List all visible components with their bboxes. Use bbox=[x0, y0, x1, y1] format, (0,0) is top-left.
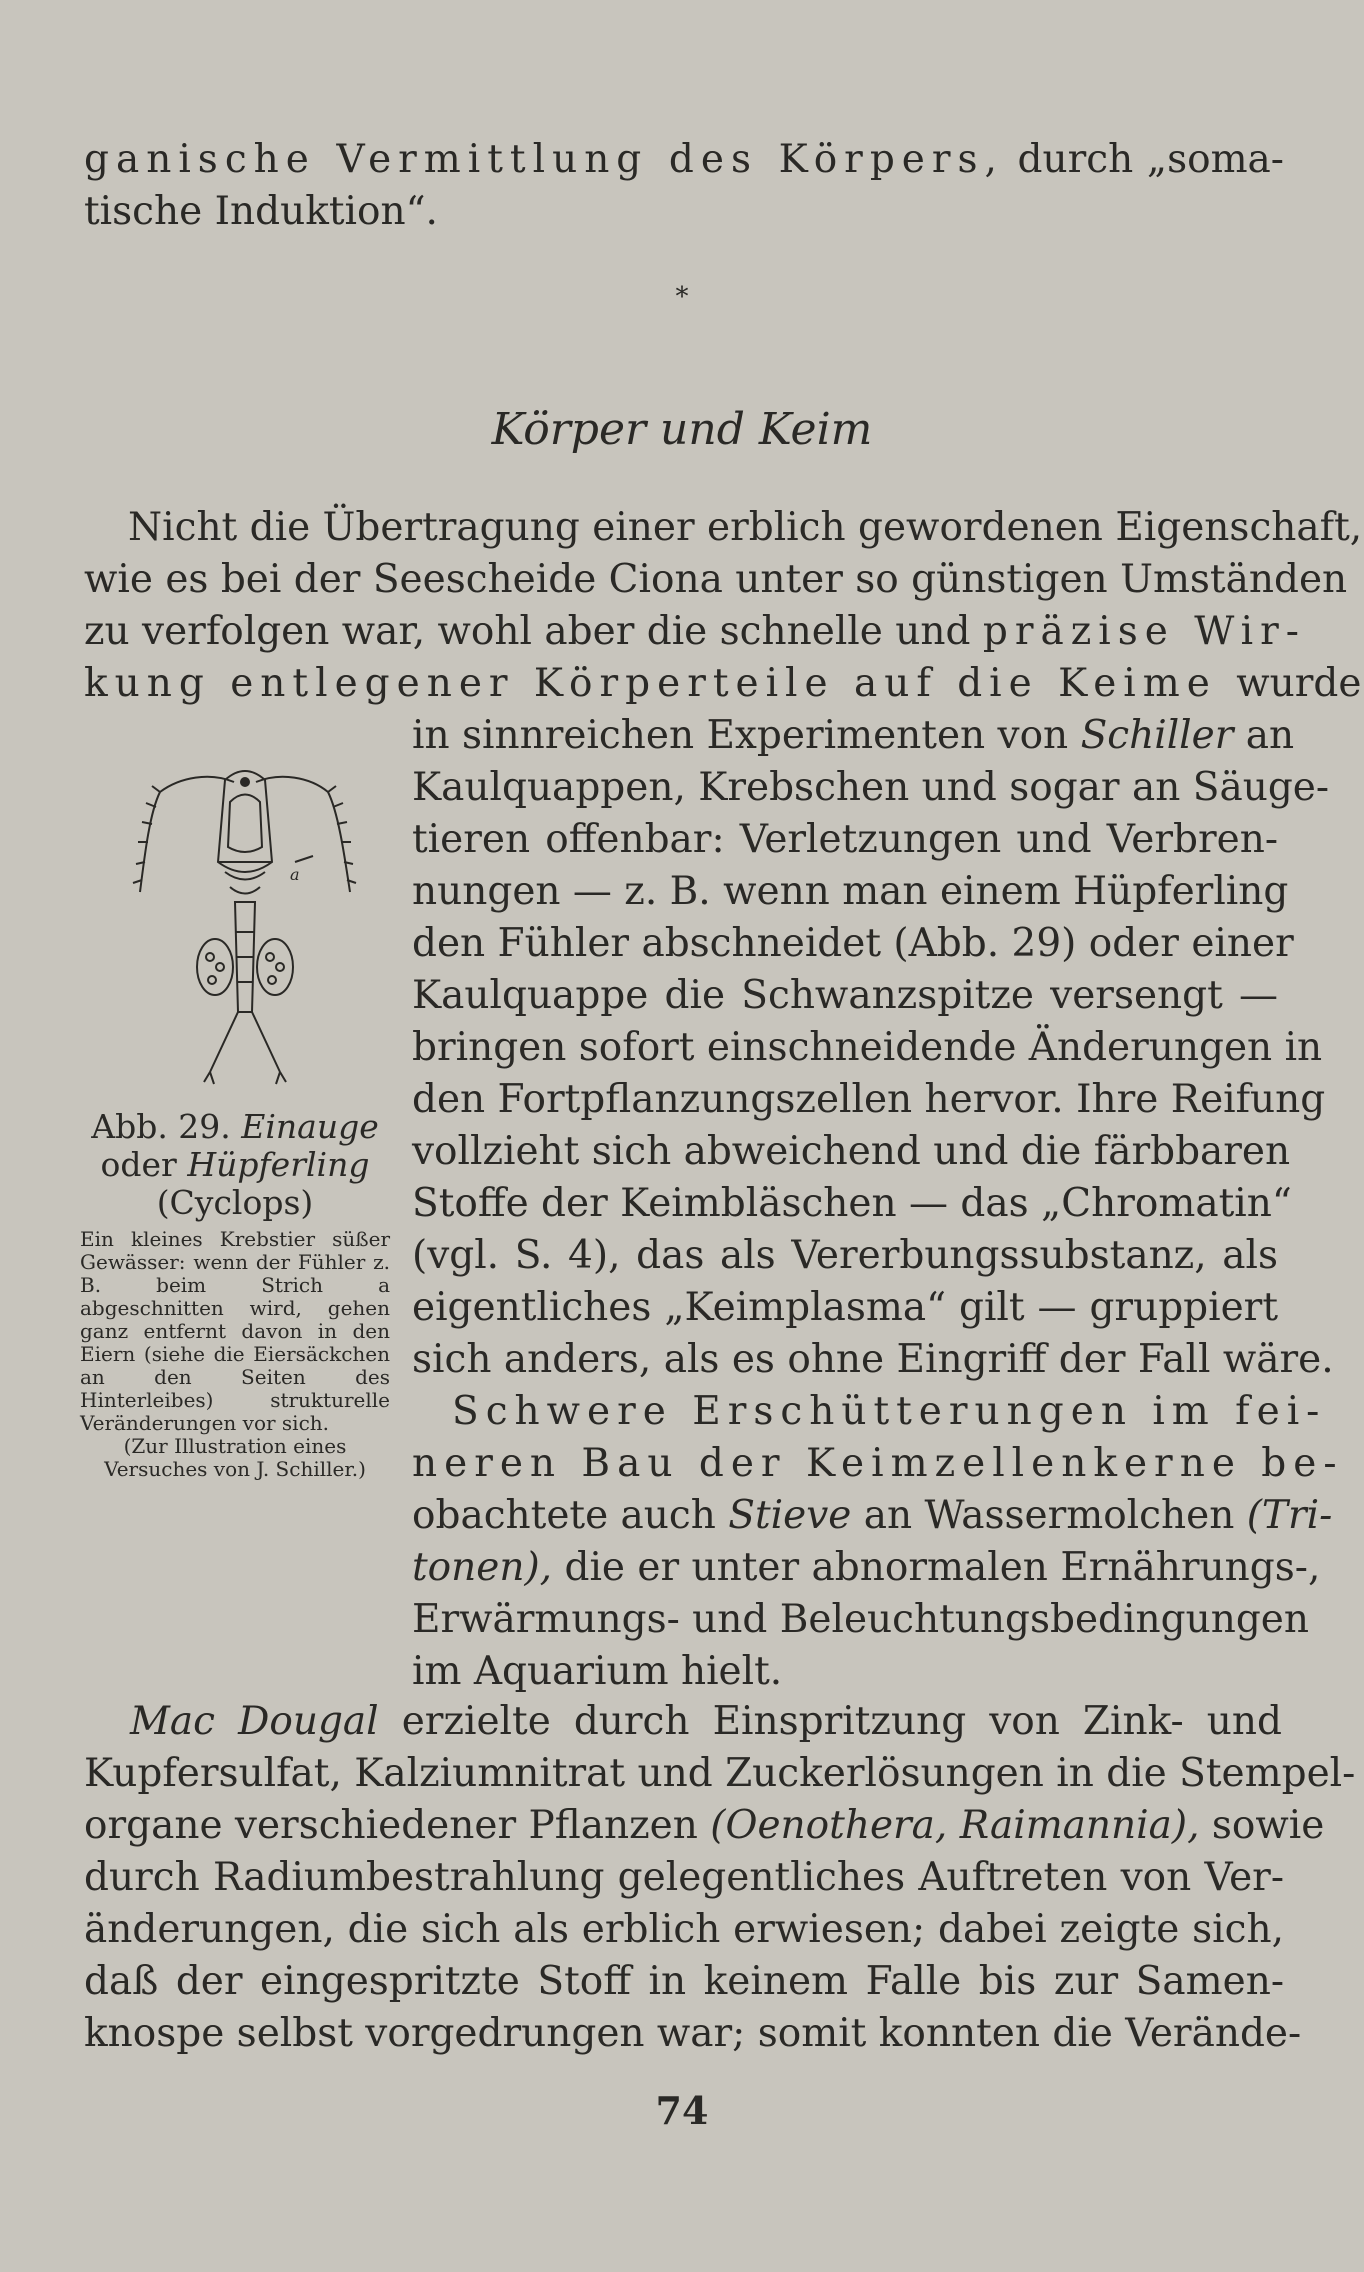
text-line: tieren offenbar: Verletzungen und Verbren- bbox=[412, 817, 1278, 862]
text-line: Schwere Erschütterungen im fei- bbox=[452, 1389, 1327, 1434]
text-line: im Aquarium hielt. bbox=[412, 1649, 783, 1694]
text-line: sich anders, als es ohne Eingriff der Fall wäre. bbox=[412, 1337, 1334, 1382]
section-asterism: * bbox=[675, 282, 689, 312]
text-line: kung entlegener Körperteile auf die Keime wurde bbox=[84, 661, 1362, 706]
figure-label-a: a bbox=[290, 865, 300, 884]
text-line: vollzieht sich abweichend und die färbbaren bbox=[412, 1129, 1291, 1174]
caption-source: (Zur Illustration eines Versuches von J. Schiller.) bbox=[104, 1434, 366, 1481]
text-line: änderungen, die sich als erblich erwiesen; dabei zeigte sich, bbox=[84, 1907, 1284, 1952]
text-line: Stoffe der Keimbläschen — das „Chromatin“ bbox=[412, 1181, 1292, 1226]
text-line: daß der eingespritzte Stoff in keinem Falle bis zur Samen- bbox=[84, 1959, 1284, 2004]
text-spaced: ganische Vermittlung des Körpers, bbox=[84, 137, 1004, 182]
text-line: bringen sofort einschneidende Änderungen in bbox=[412, 1025, 1323, 1070]
text-line: zu verfolgen war, wohl aber die schnelle und präzise Wir- bbox=[84, 609, 1306, 654]
figure-caption bbox=[80, 1108, 390, 1481]
text-line: (vgl. S. 4), das als Vererbungssubstanz, als bbox=[412, 1233, 1278, 1278]
page-number: 74 bbox=[655, 2088, 709, 2133]
caption-title: Abb. 29. Einauge oder Hüpferling (Cyclops) bbox=[91, 1107, 379, 1222]
text-line: eigentliches „Keimplasma“ gilt — gruppiert bbox=[412, 1285, 1278, 1330]
text-line: Kupfersulfat, Kalziumnitrat und Zuckerlösungen in die Stempel- bbox=[84, 1751, 1356, 1796]
text-line: tonen), die er unter abnormalen Ernährungs-, bbox=[412, 1545, 1321, 1590]
text-line: in sinnreichen Experimenten von Schiller an bbox=[412, 713, 1295, 758]
text-line: obachtete auch Stieve an Wassermolchen (Tri- bbox=[412, 1493, 1333, 1538]
caption-body: Ein kleines Krebstier süßer Gewässer: wenn der Fühler z. B. beim Strich a abgeschnitten wird, gehen ganz entfernt davon in den Eiern (siehe die Eiersäckchen an den Seiten des Hinterleibes) strukturelle Veränderungen vor sich. bbox=[80, 1227, 390, 1435]
text-line: neren Bau der Keimzellenkerne be- bbox=[412, 1441, 1344, 1486]
text-line: Erwärmungs- und Beleuchtungsbedingungen bbox=[412, 1597, 1309, 1642]
text-line: den Fortpflanzungszellen hervor. Ihre Reifung bbox=[412, 1077, 1326, 1122]
text-line: knospe selbst vorgedrungen war; somit konnten die Verände- bbox=[84, 2011, 1302, 2056]
text-line: organe verschiedener Pflanzen (Oenothera, Raimannia), sowie bbox=[84, 1803, 1325, 1848]
cyclops-illustration bbox=[130, 752, 360, 1092]
section-heading: Körper und Keim bbox=[491, 404, 873, 455]
text-line: ganische Vermittlung des Körpers, durch „soma- bbox=[84, 137, 1284, 182]
text-line: den Fühler abschneidet (Abb. 29) oder einer bbox=[412, 921, 1294, 966]
text-line: Kaulquappen, Krebschen und sogar an Säuge- bbox=[412, 765, 1330, 810]
text-line: durch Radiumbestrahlung gelegentliches Auftreten von Ver- bbox=[84, 1855, 1284, 1900]
text-line: Kaulquappe die Schwanzspitze versengt — bbox=[412, 973, 1278, 1018]
text-line: wie es bei der Seescheide Ciona unter so günstigen Umständen bbox=[84, 557, 1348, 602]
text-line: nungen — z. B. wenn man einem Hüpferling bbox=[412, 869, 1289, 914]
text-line: tische Induktion“. bbox=[84, 189, 438, 234]
text-line: Mac Dougal erzielte durch Einspritzung von Zink- und bbox=[130, 1699, 1282, 1744]
text-line: Nicht die Übertragung einer erblich gewordenen Eigenschaft, bbox=[128, 505, 1363, 550]
